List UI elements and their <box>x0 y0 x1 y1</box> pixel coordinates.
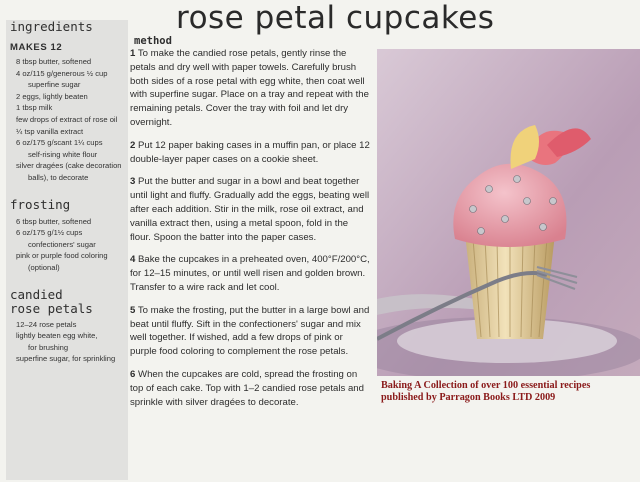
caption-line1: Baking A Collection of over 100 essential recipes <box>381 380 591 391</box>
step-number: 1 <box>130 48 136 59</box>
step-number: 4 <box>130 254 136 266</box>
page-title: rose petal cupcakes <box>176 0 495 36</box>
ingredient-item: 6 oz/175 g/scant 1¼ cups <box>16 138 103 148</box>
step-text: Put 12 paper baking cases in a muffin pan, or place 12 double-layer paper cases on a cookie sheet. <box>130 139 370 165</box>
ingredient-item: superfine sugar <box>28 80 81 90</box>
frosting-heading: frosting <box>10 196 71 212</box>
ingredient-item: 8 tbsp butter, softened <box>16 57 92 66</box>
caption-line2: published by Parragon Books LTD 2009 <box>381 392 556 403</box>
step-number: 5 <box>130 304 136 316</box>
step-number: 2 <box>130 139 136 151</box>
candied-heading-line2: rose petals <box>10 300 93 316</box>
photo-caption <box>381 380 636 404</box>
ingredients-list <box>10 56 128 184</box>
ingredient-item: silver dragées (cake decoration <box>16 161 122 171</box>
ingredient-item: 1 tbsp milk <box>16 103 53 113</box>
ingredient-item: pink or purple food coloring <box>16 251 108 261</box>
ingredient-item: ¼ tsp vanilla extract <box>16 126 84 136</box>
method-steps <box>130 47 370 418</box>
method-step <box>130 368 370 409</box>
candied-list <box>10 319 128 365</box>
step-number: 6 <box>130 368 136 380</box>
ingredient-item: balls), to decorate <box>28 172 89 182</box>
frosting-list <box>10 216 128 274</box>
ingredient-item: (optional) <box>28 262 60 272</box>
step-text: Bake the cupcakes in a preheated oven, 400°F/200°C, for 12–15 minutes, or until well risen and golden brown. Transfer to a wire rack and let cool. <box>130 254 370 293</box>
method-step <box>130 139 370 167</box>
yield-label: MAKES 12 <box>10 42 63 53</box>
ingredient-item: superfine sugar, for sprinkling <box>16 354 116 364</box>
method-heading: method <box>134 35 172 47</box>
ingredient-item: 6 tbsp butter, softened <box>16 216 92 226</box>
ingredient-item: confectioners' sugar <box>28 239 96 249</box>
step-number: 3 <box>130 176 136 188</box>
ingredient-item: few drops of extract of rose oil <box>16 114 118 124</box>
ingredients-column <box>6 20 128 480</box>
ingredient-item: 4 oz/115 g/generous ½ cup <box>16 68 108 78</box>
cupcake-illustration <box>377 49 640 376</box>
step-text: To make the frosting, put the butter in a large bowl and beat until fluffy. Sift in the confectioners' sugar and mix well together. If wished, add a few drops of pink or purple food coloring to complement the rose petals. <box>130 304 370 358</box>
ingredient-item: 6 oz/175 g/1½ cups <box>16 228 83 238</box>
step-text: Put the butter and sugar in a bowl and beat together until light and fluffy. Gradually add the eggs, beating well after each addition. Stir in the milk, rose oil extract, and vanilla extract then, using a metal spoon, fold in the flour. Spoon the batter into the paper cases. <box>130 176 370 243</box>
ingredients-heading: ingredients <box>10 19 93 34</box>
candied-heading-line1: candied <box>10 286 63 302</box>
method-step <box>130 253 370 294</box>
step-text: To make the candied rose petals, gently rinse the petals and dry well with paper towels. Carefully brush both sides of a rose petal with egg white, then coat well with superfine sugar. Place on a tray and repeat with the remaining petals. Cover the tray with foil and let dry overnight. <box>130 48 369 128</box>
cupcake-photo <box>377 49 640 376</box>
method-step <box>130 304 370 359</box>
method-step <box>130 47 370 130</box>
ingredient-item: 12–24 rose petals <box>16 319 77 329</box>
ingredient-item: 2 eggs, lightly beaten <box>16 91 88 101</box>
ingredient-item: for brushing <box>28 342 69 352</box>
ingredient-item: lightly beaten egg white, <box>16 331 98 341</box>
ingredient-item: self-rising white flour <box>28 149 98 159</box>
method-step <box>130 175 370 244</box>
step-text: When the cupcakes are cold, spread the frosting on top of each cake. Top with 1–2 candied rose petals and sprinkle with silver dragées to decorate. <box>130 368 364 408</box>
